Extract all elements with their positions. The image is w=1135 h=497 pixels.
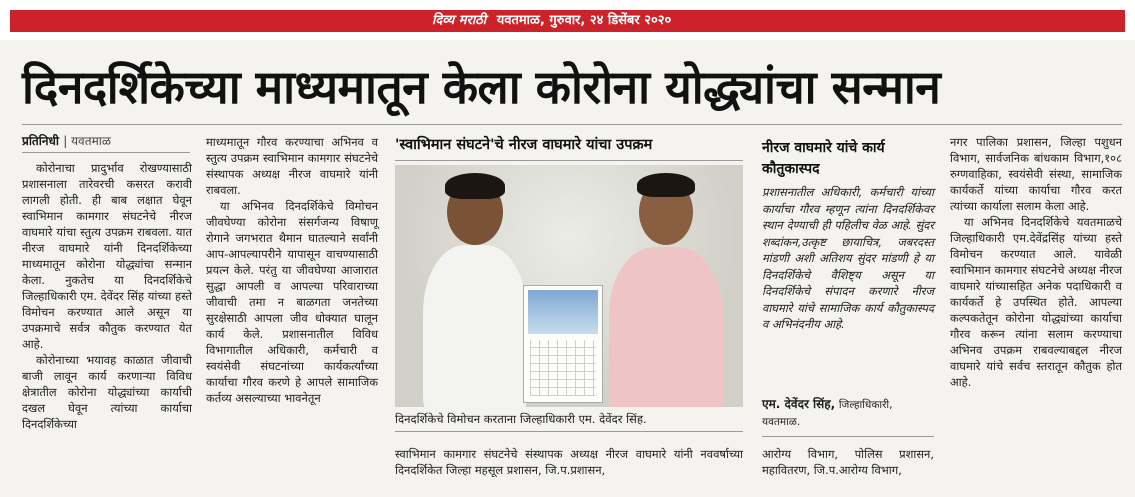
byline: प्रतिनिधी | यवतमाळ <box>22 134 111 148</box>
person-left <box>423 245 527 407</box>
column-5-para-a: नगर पालिका प्रशासन, जिल्हा पशुधन विभाग, सार्वजनिक बांधकाम विभाग,१०८ रुग्णवाहिका, स्वयंसेवी संस्था, सामाजिक कार्यकर्ते यांच्या कार्याचा गौरव करत त्यांच्या कार्याला सलाम केला आहे. <box>950 135 1122 213</box>
quote-attribution <box>762 396 934 430</box>
column-5-para-b: या अभिनव दिनदर्शिकेचे यवतमाळचे जिल्हाधिकारी एम.देवेंद्रसिंह यांच्या हस्ते विमोचन करण्यात आले. यावेळी स्वाभिमान कामगार संघटनेचे अध्यक्ष नीरज वाघमारे यांच्यासहित अनेक पदाधिकारी व कार्यकर्ते हे उपस्थित होते. आपल्या कल्पकतेतून कोरोना योद्ध्यांच्या कार्याचा गौरव करून त्यांना सलाम करण्याचा अभिनव उपक्रम राबवल्याबद्दल नीरज वाघमारे यांचे सर्वच स्तरातून कौतुक होत आहे. <box>950 215 1122 389</box>
column-2-para-a: माध्यमातून गौरव करण्याचा अभिनव व स्तुत्य उपक्रम स्वाभिमान कामगार संघटनेचे संस्थापक अध्यक्ष नीरज वाघमारे यांनी राबवला. <box>206 135 378 197</box>
person-right <box>609 247 723 407</box>
article-column-2 <box>206 134 378 406</box>
top-bar <box>0 0 1135 40</box>
masthead <box>432 10 671 32</box>
dateline: यवतमाळ, गुरुवार, २४ डिसेंबर २०२० <box>496 13 672 28</box>
newspaper-logo: दिव्य मराठी <box>432 13 487 28</box>
byline-rule <box>22 152 190 153</box>
article-column-5 <box>950 134 1122 390</box>
photo-subhead: 'स्वाभिमान संघटने'चे नीरज वाघमारे यांचा उपक्रम <box>395 137 653 153</box>
photo-caption: दिनदर्शिकेचे विमोचन करताना जिल्हाधिकारी एम. देवेंदर सिंह. <box>395 412 647 426</box>
quote-author-role: जिल्हाधिकारी, यवतमाळ. <box>762 399 893 428</box>
quote-author: एम. देवेंदर सिंह, <box>762 397 836 411</box>
bottom-right-text: आरोग्य विभाग, पोलिस प्रशासन, महावितरण, जि.प.आरोग्य विभाग, <box>762 447 934 477</box>
quote-heading: नीरज वाघमारे यांचे कार्य कौतुकास्पद <box>762 140 885 177</box>
quote-rule <box>762 436 934 437</box>
byline-place: यवतमाळ <box>71 134 111 148</box>
article-column-1 <box>22 160 192 432</box>
headline-rule <box>22 124 1122 125</box>
bottom-middle-text: स्वाभिमान कामगार संघटनेचे संस्थापक अध्यक्ष नीरज वाघमारे यांनी नववर्षाच्या दिनदर्शिकेत जिल्हा महसूल प्रशासन, जि.प.प्रशासन, <box>395 447 743 477</box>
headline: दिनदर्शिकेच्या माध्यमातून केला कोरोना योद्ध्यांचा सन्मान <box>22 60 941 114</box>
caption-rule <box>395 431 743 432</box>
subhead-rule <box>395 160 743 161</box>
masthead-band <box>10 10 1125 32</box>
news-photo <box>395 165 743 407</box>
calendar-held <box>523 285 603 403</box>
column-2-para-b: या अभिनव दिनदर्शिकेचे विमोचन जीवघेण्या कोरोना संसर्गजन्य विषाणू रोगाने जगभरात थैमान घातल्याने सर्वांनी आप-आपल्यापरीने यापासून वाचण्यासाठी प्रयत्न केले. परंतु या जीवघेण्या आजारात सुद्धा आपली व आपल्या परिवाराच्या जीवाची तमा न बाळगता जनतेच्या सुरक्षेसाठी आपला जीव धोक्यात घालून कार्य केले. प्रशासनातील विविध विभागातील अधिकारी, कर्मचारी व स्वयंसेवी संघटनांच्या कार्यकर्त्यांच्या कार्याचा गौरव करणे हे आपले सामाजिक कर्तव्य असल्याच्या भावनेतून <box>206 199 378 405</box>
quote-text: प्रशासनातील अधिकारी, कर्मचारी यांच्या कार्याचा गौरव म्हणून त्यांना दिनदर्शिकेवर स्थान देण्याची ही पहिलीच वेळ आहे. सुंदर शब्दांकन,उत्कृष्ट छायाचित्र, जबरदस्त मांडणी अशी अतिशय सुंदर मांडणी हे या दिनदर्शिकेचे वैशिष्ट्य असून या दिनदर्शिकेचे संपादन करणारे नीरज वाघमारे यांचे सामाजिक कार्य कौतुकास्पद व अभिनंदनीय आहे. <box>762 185 934 331</box>
byline-reporter: प्रतिनिधी <box>22 134 60 148</box>
column-1-para: कोरोनाचा प्रादुर्भाव रोखण्यासाठी प्रशासनाला तारेवरची कसरत करावी लागली होती. ही बाब लक्षात घेवून स्वाभिमान कामगार संघटनेचे नीरज वाघमारे यांचा स्तुत्य उपक्रम राबवला. यात नीरज वाघमारे यांनी दिनदर्शिकेच्या माध्यमातून कोरोना योद्ध्यांचा सन्मान केला. नुकतेच या दिनदर्शिकेचे जिल्हाधिकारी एम. देवेंदर सिंह यांच्या हस्ते विमोचन करण्यात आले असून या उपक्रमाचे सर्वत्र कौतुक करण्यात येत आहे. <box>22 161 192 351</box>
column-1-para-b: कोरोनाच्या भयावह काळात जीवाची बाजी लावून कार्य करणाऱ्या विविध क्षेत्रातील कोरोना योद्ध्यांच्या कार्याची दखल घेवून त्यांच्या कार्याचा दिनदर्शिकेच्या <box>22 353 192 431</box>
